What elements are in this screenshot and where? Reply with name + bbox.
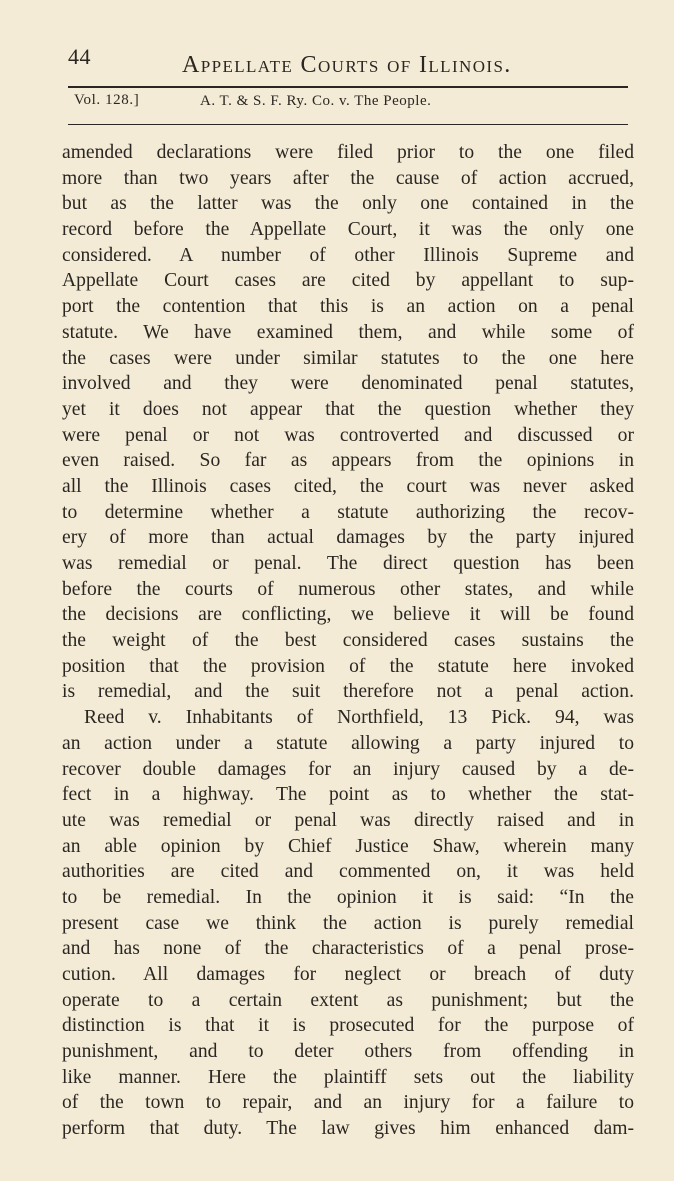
text-line: the cases were under similar statutes to the one here [62, 347, 634, 369]
running-head: Appellate Courts of Illinois. [182, 52, 512, 78]
text-line: ute was remedial or penal was directly raised and in [62, 809, 634, 831]
text-line: but as the latter was the only one contained in the [62, 193, 634, 215]
text-line: is remedial, and the suit therefore not a penal action. [62, 681, 634, 703]
text-line: authorities are cited and commented on, it was held [62, 861, 634, 883]
paragraph-start-line: Reed v. Inhabitants of Northfield, 13 Pick. 94, was [84, 707, 634, 729]
header-rule-bottom [68, 124, 628, 125]
text-line: was remedial or penal. The direct question has been [62, 553, 634, 574]
text-line: the decisions are conflicting, we believe it will be found [62, 604, 634, 626]
text-line: statute. We have examined them, and while some of [62, 321, 634, 343]
text-line: fect in a highway. The point as to whether the stat- [62, 784, 634, 806]
text-line: amended declarations were filed prior to the one filed [62, 142, 634, 163]
text-line: before the courts of numerous other states, and while [62, 578, 634, 600]
text-line: operate to a certain extent as punishment; but the [62, 989, 634, 1011]
text-line: Appellate Court cases are cited by appellant to sup- [62, 270, 634, 292]
text-line: like manner. Here the plaintiff sets out the liability [62, 1066, 634, 1088]
text-line: an able opinion by Chief Justice Shaw, wherein many [62, 835, 634, 857]
volume-label: Vol. 128.] [74, 92, 140, 108]
text-line: record before the Appellate Court, it was the only one [62, 219, 634, 241]
text-line: even raised. So far as appears from the opinions in [62, 450, 634, 472]
text-line: considered. A number of other Illinois Supreme and [62, 244, 634, 266]
text-line: more than two years after the cause of action accrued, [62, 167, 634, 189]
text-line: distinction is that it is prosecuted for the purpose of [62, 1015, 634, 1037]
case-title: A. T. & S. F. Ry. Co. v. The People. [200, 93, 432, 109]
text-line: were penal or not was controverted and discussed or [62, 424, 634, 446]
body-text [62, 140, 634, 1142]
text-line: an action under a statute allowing a party injured to [62, 732, 634, 754]
text-line: all the Illinois cases cited, the court was never asked [62, 475, 634, 497]
text-line: ery of more than actual damages by the party injured [62, 527, 634, 549]
text-line: position that the provision of the statute here invoked [62, 655, 634, 677]
text-line: port the contention that this is an action on a penal [62, 296, 634, 318]
text-line: present case we think the action is purely remedial [62, 912, 634, 934]
text-line: involved and they were denominated penal statutes, [62, 373, 634, 395]
text-line: recover double damages for an injury caused by a de- [62, 758, 634, 780]
text-line: to determine whether a statute authorizing the recov- [62, 501, 634, 523]
text-line: perform that duty. The law gives him enhanced dam- [62, 1118, 634, 1140]
text-line: and has none of the characteristics of a penal prose- [62, 938, 634, 960]
header-rule-top [68, 86, 628, 88]
text-line: the weight of the best considered cases sustains the [62, 630, 634, 652]
page-number: 44 [68, 44, 91, 69]
text-line: cution. All damages for neglect or breach of duty [62, 964, 634, 985]
text-line: of the town to repair, and an injury for a failure to [62, 1092, 634, 1114]
text-line: to be remedial. In the opinion it is said: “In the [62, 886, 634, 908]
text-line: yet it does not appear that the question whether they [62, 398, 634, 420]
text-line: punishment, and to deter others from offending in [62, 1041, 634, 1063]
